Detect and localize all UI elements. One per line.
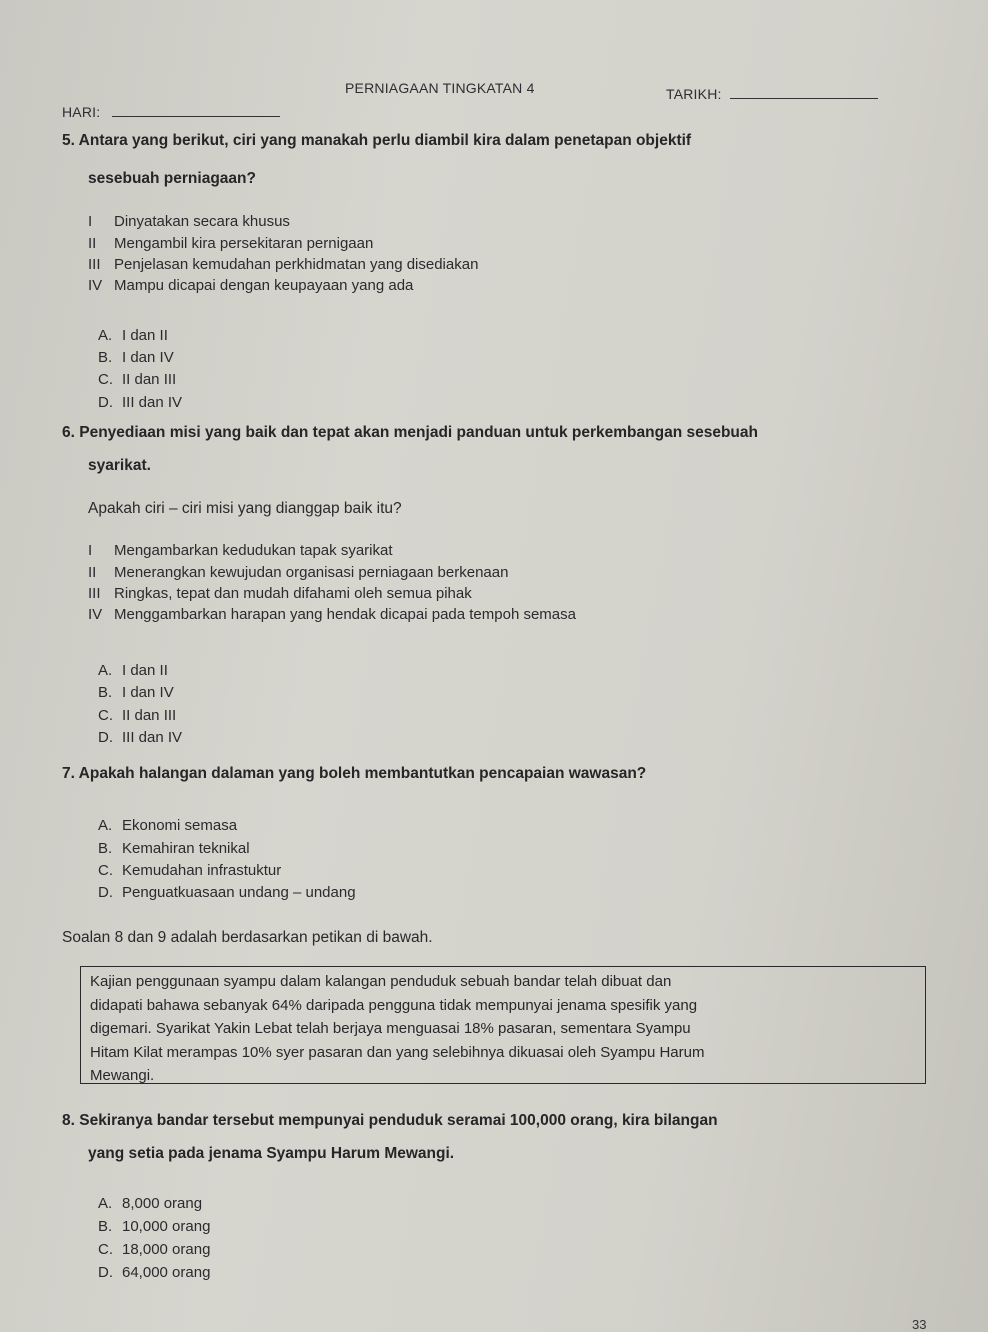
q5-option-b[interactable]: B. I dan IV (98, 349, 174, 366)
page-number: 33 (912, 1317, 927, 1332)
q6-prompt: Apakah ciri – ciri misi yang dianggap baik itu? (88, 500, 402, 517)
q6-statement-1: I Mengambarkan kedudukan tapak syarikat (88, 542, 393, 559)
q6-option-c[interactable]: C. II dan III (98, 707, 177, 724)
q6-option-b[interactable]: B. I dan IV (98, 684, 174, 701)
q7-option-a[interactable]: A. Ekonomi semasa (98, 817, 238, 834)
hari-label: HARI: (62, 104, 101, 120)
q8-9-intro: Soalan 8 dan 9 adalah berdasarkan petikan di bawah. (62, 929, 433, 946)
passage-line-5: Mewangi. (90, 1067, 155, 1084)
q5-option-a[interactable]: A. I dan II (98, 327, 168, 344)
q5-statement-2: II Mengambil kira persekitaran pernigaan (88, 235, 374, 252)
tarikh-blank[interactable] (730, 84, 878, 99)
q7-option-c[interactable]: C. Kemudahan infrastuktur (98, 862, 282, 879)
q6-statement-3: III Ringkas, tepat dan mudah difahami oleh semua pihak (88, 585, 472, 602)
q8-option-d[interactable]: D. 64,000 orang (98, 1264, 211, 1281)
q5-text-line2: sesebuah perniagaan? (88, 170, 256, 187)
exam-title: PERNIAGAAN TINGKATAN 4 (345, 80, 535, 96)
passage-line-1: Kajian penggunaan syampu dalam kalangan penduduk sebuah bandar telah dibuat dan (90, 973, 672, 990)
q5-statement-3: III Penjelasan kemudahan perkhidmatan yang disediakan (88, 256, 479, 273)
tarikh-label: TARIKH: (666, 86, 722, 102)
q5-text-line1: 5. Antara yang berikut, ciri yang manakah perlu diambil kira dalam penetapan objektif (62, 132, 692, 149)
q7-option-b[interactable]: B. Kemahiran teknikal (98, 840, 250, 857)
q8-text-line2: yang setia pada jenama Syampu Harum Mewangi. (88, 1145, 455, 1162)
q6-statement-2: II Menerangkan kewujudan organisasi perniagaan berkenaan (88, 564, 509, 581)
passage-line-3: digemari. Syarikat Yakin Lebat telah berjaya menguasai 18% pasaran, sementara Syampu (90, 1020, 691, 1037)
tarikh-field (666, 84, 878, 102)
passage-line-4: Hitam Kilat merampas 10% syer pasaran dan yang selebihnya dikuasai oleh Syampu Harum (90, 1043, 705, 1061)
hari-field (62, 102, 280, 120)
passage-line-2: didapati bahawa sebanyak 64% daripada pengguna tidak mempunyai jenama spesifik yang (90, 996, 698, 1014)
q8-option-b[interactable]: B. 10,000 orang (98, 1218, 211, 1235)
q8-option-a[interactable]: A. 8,000 orang (98, 1195, 203, 1212)
q5-option-c[interactable]: C. II dan III (98, 371, 177, 388)
q5-statement-1: I Dinyatakan secara khusus (88, 213, 290, 230)
q5-statement-4: IV Mampu dicapai dengan keupayaan yang ada (88, 277, 414, 294)
hari-blank[interactable] (112, 102, 280, 117)
q5-option-d[interactable]: D. III dan IV (98, 394, 183, 411)
q8-text-line1: 8. Sekiranya bandar tersebut mempunyai penduduk seramai 100,000 orang, kira bilangan (62, 1112, 718, 1129)
q7-text-line1: 7. Apakah halangan dalaman yang boleh membantutkan pencapaian wawasan? (62, 765, 647, 782)
q6-text-line2: syarikat. (88, 457, 151, 474)
q6-text-line1: 6. Penyediaan misi yang baik dan tepat akan menjadi panduan untuk perkembangan sesebuah (62, 424, 758, 441)
q7-option-d[interactable]: D. Penguatkuasaan undang – undang (98, 884, 356, 901)
passage-text (90, 970, 922, 1088)
q6-option-d[interactable]: D. III dan IV (98, 729, 183, 746)
q6-statement-4: IV Menggambarkan harapan yang hendak dicapai pada tempoh semasa (88, 606, 576, 623)
q8-option-c[interactable]: C. 18,000 orang (98, 1241, 211, 1258)
q6-option-a[interactable]: A. I dan II (98, 662, 168, 679)
